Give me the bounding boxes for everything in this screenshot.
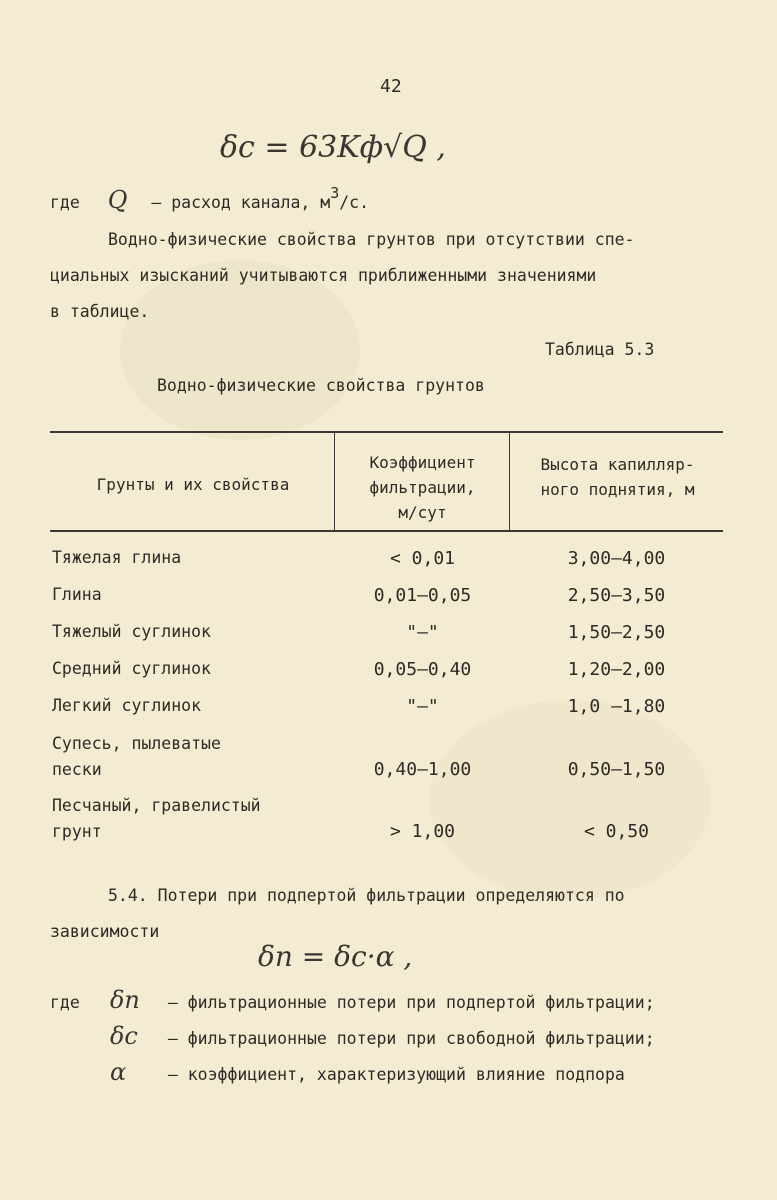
table-cell-capillary: 1,20–2,00 [567,659,666,680]
paragraph-line: Водно-физические свойства грунтов при отсутствии спе- [108,230,635,249]
table-cell-soil: Глина [52,585,102,604]
table-cell-capillary: 0,50–1,50 [567,759,666,780]
table-header-rule [50,530,723,532]
paragraph-line: зависимости [50,922,160,941]
table-cell-soil: Легкий суглинок [52,696,202,715]
page-number: 42 [380,76,402,97]
formula-seepage-backwater: δп = δc·α , [258,940,413,973]
table-cell-filtration: 0,05–0,40 [373,659,472,680]
where-q-line [50,183,370,214]
table-top-rule [50,431,723,433]
paragraph-line: 5.4. Потери при подпертой фильтрации определяются по [108,886,625,905]
definition-text: – коэффициент, характеризующий влияние подпора [167,1065,625,1084]
table-cell-capillary: 3,00–4,00 [567,548,666,569]
table-cell-soil: Тяжелая глина [52,548,182,567]
table-label: Таблица 5.3 [545,340,655,359]
table-cell-capillary: 1,50–2,50 [567,622,666,643]
where-word: где [50,993,80,1012]
header-line: м/сут [398,503,447,522]
formula-seepage-free: δc = 63Kф√Q , [220,130,446,165]
table-cell-capillary: 2,50–3,50 [567,585,666,606]
definition-line [50,1022,655,1050]
definition-line [50,986,655,1014]
header-line: Высота капилляр- [540,455,695,474]
paragraph-line: в таблице. [50,302,150,321]
table-cell-soil: Тяжелый суглинок [52,622,211,641]
unit-superscript: 3 [330,183,340,202]
table-cell-filtration: "–" [406,696,439,717]
paper-stain [120,260,360,440]
where-word: где [50,193,80,212]
definition-line [50,1058,625,1086]
definition-text: – фильтрационные потери при подпертой фильтрации; [167,993,655,1012]
table-cell-filtration: < 0,01 [389,548,456,569]
header-filtration-coef [335,450,510,525]
header-line: Коэффициент [369,453,476,472]
table-cell-soil: Средний суглинок [52,659,211,678]
table-cell-capillary: 1,0 –1,80 [567,696,666,717]
table-cell-soil: пески [52,760,102,779]
header-soils: Грунты и их свойства [96,475,290,494]
table-cell-filtration: 0,01–0,05 [373,585,472,606]
table-cell-filtration: > 1,00 [389,821,456,842]
symbol-delta-c: δc [109,1022,138,1050]
table-title: Водно-физические свойства грунтов [157,376,485,395]
table-cell-soil: Супесь, пылеватые [52,734,221,753]
table-cell-filtration: 0,40–1,00 [373,759,472,780]
paper-stain [430,700,710,900]
where-q-text: – расход канала, м [151,193,331,212]
paragraph-line: циальных изысканий учитываются приближенными значениями [50,266,597,285]
table-cell-filtration: "–" [406,622,439,643]
header-line: ного поднятия, м [540,480,695,499]
unit-rest: /с. [339,193,370,212]
symbol-q: Q [107,186,128,214]
table-cell-soil: грунт [52,822,102,841]
header-line: фильтрации, [369,478,476,497]
table-cell-soil: Песчаный, гравелистый [52,796,261,815]
header-capillary-height [512,452,723,502]
symbol-delta-p: δп [109,986,140,1014]
symbol-alpha: α [109,1058,127,1086]
table-cell-capillary: < 0,50 [583,821,650,842]
definition-text: – фильтрационные потери при свободной фильтрации; [167,1029,655,1048]
